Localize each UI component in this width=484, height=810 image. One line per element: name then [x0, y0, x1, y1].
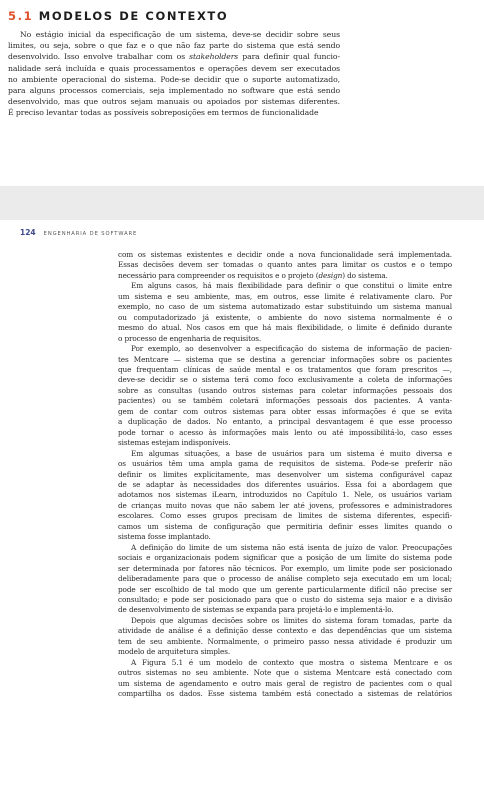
text-line: um sistema de agendamento e outro mais geral de registro de pacientes com o qual [118, 678, 452, 688]
book-title: ENGENHARIA DE SOFTWARE [43, 231, 138, 237]
text-line: sobre as consultas (usando outros sistemas para coletar informações pessoais dos [118, 385, 452, 395]
text-line: sistema fosse implantado. [118, 532, 211, 542]
text-line: de crianças muito novas que não sabem ler até jovens, professores e administradores [118, 500, 452, 510]
text-line: atividade de análise é a definição desse contexto e das dependências que um sistema [118, 626, 452, 636]
page-separator [0, 186, 484, 220]
text-line: de se adaptar às necessidades dos diferentes usuários. Essa foi a abordagem que [118, 479, 452, 489]
text-line: camos um sistema de configuração que permitiria definir esses limites quando o [118, 521, 452, 531]
text-line: limites, ou seja, sobre o que faz e o que não faz parte do sistema que está sendo [8, 41, 340, 51]
section-title: MODELOS DE CONTEXTO [38, 9, 229, 23]
text-line: sistemas estejam indisponíveis. [118, 438, 231, 448]
page-number: 124 [20, 228, 36, 237]
text-line: pacientes) ou se também coletará informações pessoais dos pacientes. A vanta- [118, 396, 452, 406]
text-line: sociais e organizacionais podem significar que a posição de um limite do sistema pode [118, 553, 452, 563]
running-head [20, 228, 137, 237]
text-line: mesmo do atual. Nos casos em que há mais flexibilidade, o limite é definido durante [118, 323, 452, 333]
text-line: pode tornar o acesso às informações mais lento ou até impossibilitá-lo, caso esses [118, 427, 452, 437]
upper-page [0, 0, 484, 186]
text-line: no ambiente operacional do sistema. Pode-se decidir que o suporte automatizado, [8, 74, 340, 84]
text-line: ou computadorizado já existente, o ambiente do novo sistema normalmente é o [118, 312, 452, 322]
text-line: Depois que algumas decisões sobre os limites do sistema foram tomadas, parte da [131, 615, 452, 625]
text-line: nalidade será incluída e quais processamentos e operações devem ser executados [8, 63, 340, 73]
text-line: os usuários têm uma ampla gama de requisitos de sistema. Pode-se preferir não [118, 459, 452, 469]
text-line: A Figura 5.1 é um modelo de contexto que mostra o sistema Mentcare e os [131, 657, 452, 667]
text-line: para alguns processos comerciais, seja implementado no software que está sendo [8, 86, 340, 96]
text-line: Em alguns casos, há mais flexibilidade para definir o que constitui o limite entre [131, 281, 452, 291]
text-line: desenvolvido. Isso envolve trabalhar com os stakeholders para definir qual funcio- [8, 52, 340, 62]
text-line: Por exemplo, ao desenvolver a especificação do sistema de informação de pacien- [131, 344, 452, 354]
text-line: compartilha os dados. Esse sistema também está conectado a sistemas de relatórios [118, 689, 452, 699]
text-line: deliberadamente para que o processo de análise completo seja executado em um local; [118, 574, 452, 584]
text-line: definir os limites explicitamente, mas desenvolver um sistema configurável capaz [118, 469, 452, 479]
text-line: um sistema e seu ambiente, mas, em outros, esse limite é relativamente claro. Por [118, 291, 452, 301]
text-line: A definição do limite de um sistema não está isenta de juízo de valor. Preocupações [131, 542, 452, 552]
text-line: que frequentam clínicas de saúde mental e os tratamentos que foram prescritos —, [118, 364, 452, 374]
text-line: de desenvolvimento de sistemas se expanda para projetá-lo e implementá-lo. [118, 605, 394, 615]
text-line: Em algumas situações, a base de usuários para um sistema é muito diversa e [131, 448, 452, 458]
text-line: gem de contar com outros sistemas para obter essas informações é que se evita [118, 406, 452, 416]
text-line: com os sistemas existentes e decidir onde a nova funcionalidade será implementada. [118, 250, 452, 259]
text-line: tem de seu ambiente. Normalmente, o primeiro passo nessa atividade é produzir um [118, 636, 452, 646]
section-number: 5.1 [8, 9, 34, 23]
text-line: a duplicação de dados. No entanto, a principal desvantagem é que esse processo [118, 417, 452, 427]
intro-paragraph [8, 29, 340, 119]
text-line: necessário para compreender os requisitos e o projeto (design) do sistema. [118, 270, 388, 280]
text-line: escolares. Como esses grupos precisam de limites de sistema diferentes, especifi- [118, 511, 452, 521]
text-line: deve-se decidir se o sistema terá como foco exclusivamente a coleta de informações [118, 375, 452, 385]
body-text [118, 250, 452, 699]
text-line: tes Mentcare — sistema que se destina a gerenciar informações sobre os pacientes [118, 354, 452, 364]
text-line: adotamos nos sistemas iLearn, introduzidos no Capítulo 1. Nele, os usuários variam [118, 490, 452, 500]
text-line: o processo de engenharia de requisitos. [118, 333, 262, 343]
text-line: pode ser escolhido de tal modo que um gerente particularmente difícil não precise ser [118, 584, 452, 594]
text-line: desenvolvido, mas que outros sejam manuais ou apoiados por sistemas diferentes. [8, 97, 340, 107]
section-heading [8, 9, 228, 23]
text-line: É preciso levantar todas as possíveis sobreposições em termos de funcionalidade [8, 108, 319, 118]
text-line: outros sistemas no seu ambiente. Note que o sistema Mentcare está conectado com [118, 668, 452, 678]
text-line: exemplo, no caso de um sistema automatizado estar substituindo um sistema manual [118, 302, 452, 312]
text-line: modelo de arquitetura simples. [118, 647, 231, 657]
text-line: No estágio inicial da especificação de um sistema, deve-se decidir sobre seus [20, 30, 340, 39]
text-line: consultado; e pode ser posicionado para que o custo do sistema seja maior e a divisão [118, 594, 452, 604]
text-line: ser determinada por fatores não técnicos. Por exemplo, um limite pode ser posicionado [118, 563, 452, 573]
text-line: Essas decisões devem ser tomadas o quanto antes para limitar os custos e o tempo [118, 260, 452, 270]
